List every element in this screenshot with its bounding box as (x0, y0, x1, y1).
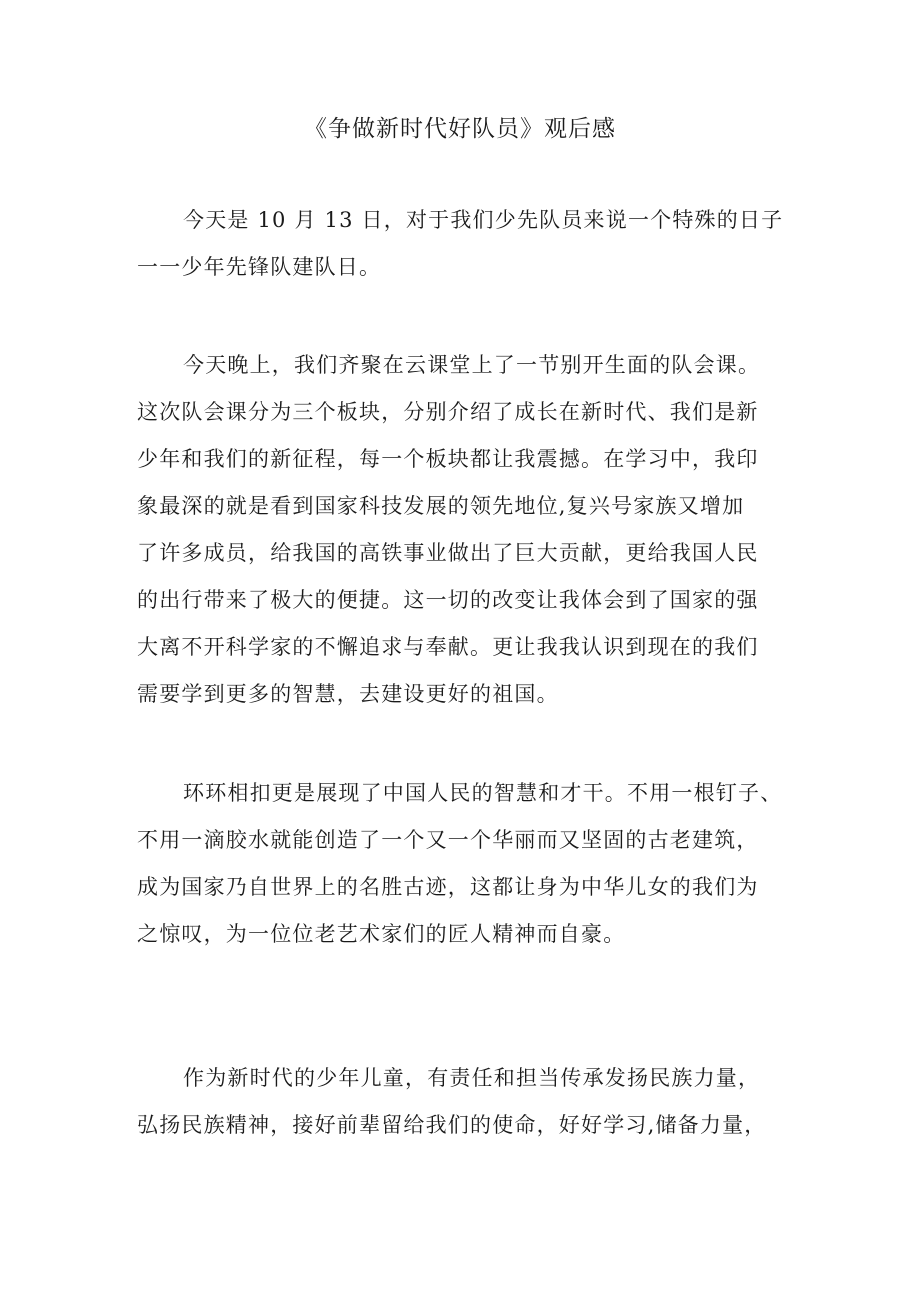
paragraph-4 (137, 1055, 797, 1149)
paragraph-line: 弘扬民族精神，接好前辈留给我们的使命，好好学习,储备力量， (137, 1113, 767, 1137)
paragraph-line: 之惊叹，为一位位老艺术家们的匠人精神而自豪。 (137, 922, 626, 946)
paragraph-3 (137, 770, 797, 958)
paragraph-line: 今天晚上，我们齐聚在云课堂上了一节别开生面的队会课。 (183, 353, 761, 377)
paragraph-line: 不用一滴胶水就能创造了一个又一个华丽而又坚固的古老建筑， (137, 828, 759, 852)
paragraph-line: 大离不开科学家的不懈追求与奉献。更让我我认识到现在的我们 (137, 635, 759, 659)
paragraph-line: 环环相扣更是展现了中国人民的智慧和才干。不用一根钉子、 (183, 781, 783, 805)
paragraph-line: 作为新时代的少年儿童，有责任和担当传承发扬民族力量， (183, 1066, 761, 1090)
paragraph-line: 这次队会课分为三个板块，分别介绍了成长在新时代、我们是新 (137, 400, 759, 424)
paragraph-line: 需要学到更多的智慧，去建设更好的祖国。 (137, 682, 559, 706)
paragraph-2 (137, 342, 797, 718)
paragraph-line: 了许多成员，给我国的高铁事业做出了巨大贡献，更给我国人民 (137, 541, 759, 565)
document-title: 《争做新时代好队员》观后感 (304, 116, 616, 142)
paragraph-line: 的出行带来了极大的便捷。这一切的改变让我体会到了国家的强 (137, 588, 759, 612)
paragraph-line: 一一少年先锋队建队日。 (137, 255, 382, 279)
paragraph-line: 象最深的就是看到国家科技发展的领先地位,复兴号家族又增加 (137, 494, 745, 518)
paragraph-1 (137, 197, 797, 291)
paragraph-line: 成为国家乃自世界上的名胜古迹，这都让身为中华儿女的我们为 (137, 875, 759, 899)
paragraph-line: 今天是 10 月 13 日，对于我们少先队员来说一个特殊的日子 (183, 208, 784, 232)
paragraph-line: 少年和我们的新征程，每一个板块都让我震撼。在学习中，我印 (137, 447, 759, 471)
